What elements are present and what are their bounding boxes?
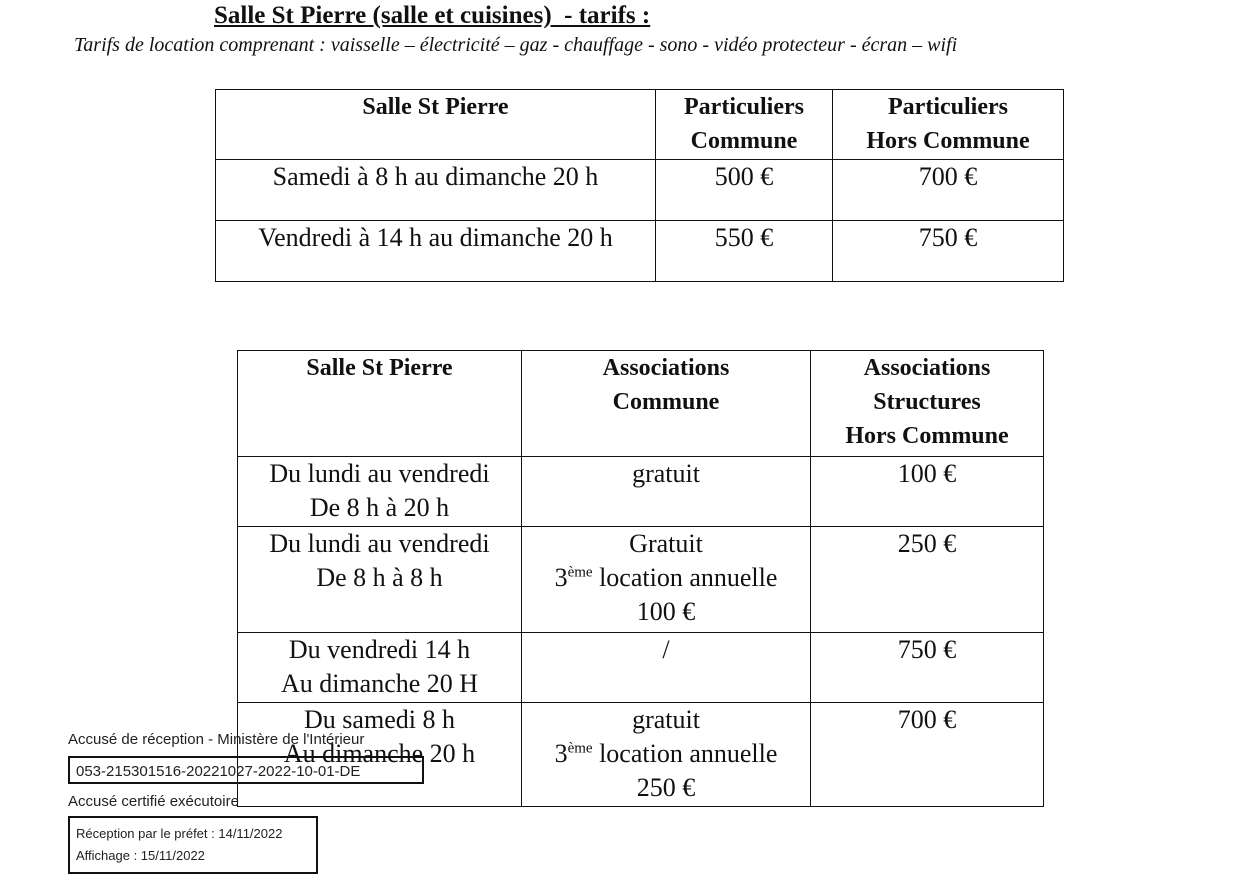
table-cell: Samedi à 8 h au dimanche 20 h (216, 160, 656, 221)
table-row (238, 457, 1044, 527)
page-title: Salle St Pierre (salle et cuisines) - tarifs : (214, 2, 651, 29)
column-header: Associations Commune (522, 351, 811, 457)
stamp-certified-label: Accusé certifié exécutoire (68, 793, 239, 810)
stamp-reference-box (68, 756, 424, 784)
table-cell: 100 € (811, 457, 1044, 527)
table-cell: gratuit (522, 457, 811, 527)
table-cell: 750 € (833, 221, 1064, 282)
table-cell: Du samedi 8 h Au dimanche 20 h (238, 703, 522, 807)
table-cell: 700 € (833, 160, 1064, 221)
column-header: Associations Structures Hors Commune (811, 351, 1044, 457)
table-cell: gratuit 3ème location annuelle 250 € (522, 703, 811, 807)
table-row (238, 703, 1044, 807)
stamp-dates-box (68, 816, 318, 874)
column-header: Salle St Pierre (238, 351, 522, 457)
table-cell: 250 € (811, 527, 1044, 633)
stamp-reception-label: Accusé de réception - Ministère de l'Intérieur (68, 731, 365, 748)
column-header: Particuliers Hors Commune (833, 90, 1064, 160)
page-subtitle: Tarifs de location comprenant : vaisselle – électricité – gaz - chauffage - sono - vidéo protecteur - écran – wifi (74, 34, 958, 56)
table-cell: 550 € (656, 221, 833, 282)
table-cell: / (522, 633, 811, 703)
table-cell: Du lundi au vendredi De 8 h à 8 h (238, 527, 522, 633)
table-row (216, 221, 1064, 282)
tarifs-particuliers-table (215, 89, 1064, 282)
table-cell: 700 € (811, 703, 1044, 807)
table-row (238, 633, 1044, 703)
table-cell: Du vendredi 14 h Au dimanche 20 H (238, 633, 522, 703)
table-cell: Du lundi au vendredi De 8 h à 20 h (238, 457, 522, 527)
column-header: Particuliers Commune (656, 90, 833, 160)
table-header-row (238, 351, 1044, 457)
table-cell: Gratuit 3ème location annuelle 100 € (522, 527, 811, 633)
stamp-prefet-date: Réception par le préfet : 14/11/2022 (76, 826, 283, 841)
table-row (238, 527, 1044, 633)
table-row (216, 160, 1064, 221)
stamp-affichage-date: Affichage : 15/11/2022 (76, 848, 205, 863)
table-cell: 750 € (811, 633, 1044, 703)
table-cell: Vendredi à 14 h au dimanche 20 h (216, 221, 656, 282)
table-header-row (216, 90, 1064, 160)
table-cell: 500 € (656, 160, 833, 221)
column-header: Salle St Pierre (216, 90, 656, 160)
stamp-reference: 053-215301516-20221027-2022-10-01-DE (76, 763, 361, 780)
